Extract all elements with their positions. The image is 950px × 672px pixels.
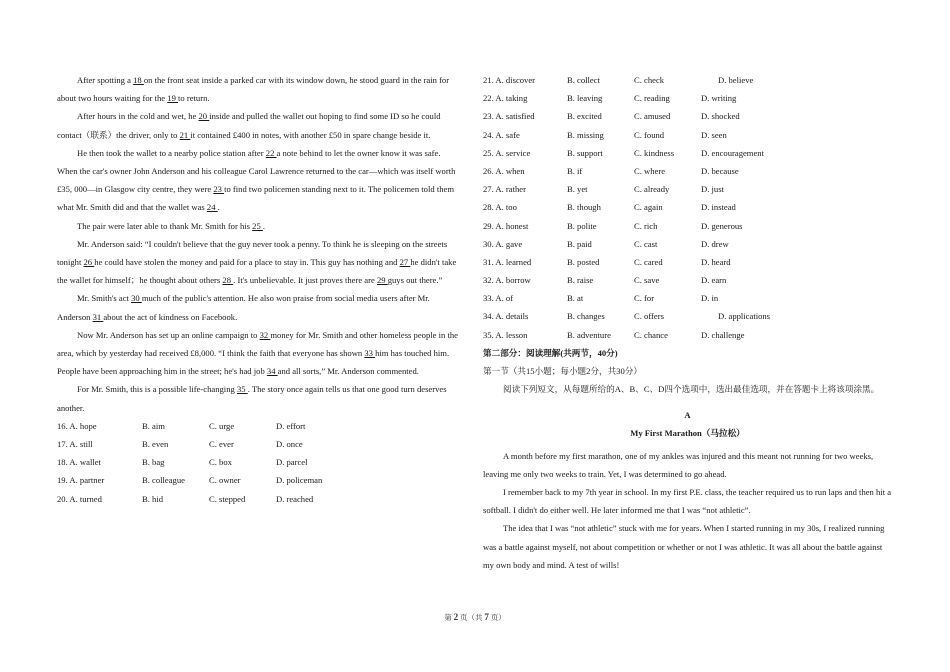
paragraph-4: The pair were later able to thank Mr. Smith for his 25 .: [77, 220, 266, 231]
blank-26: 26: [83, 257, 95, 268]
option-row-30: 30. A. gave B. paid C. cast D. drew: [483, 238, 729, 249]
right-column: [483, 71, 892, 574]
page-number: 2: [453, 612, 459, 622]
option-row-24: 24. A. safe B. missing C. found D. seen: [483, 129, 727, 140]
option-row-35: 35. A. lesson B. adventure C. chance D. challenge: [483, 329, 745, 340]
option-row-25: 25. A. service B. support C. kindness D. encouragement: [483, 147, 764, 158]
blank-31: 31: [92, 311, 104, 322]
blank-33: 33: [364, 348, 376, 359]
blank-35: 35: [236, 384, 248, 395]
option-row-19: 19. A. partner B. colleague C. owner D. policeman: [57, 475, 323, 486]
page-footer: 第 2 页（共 7 页）: [444, 612, 506, 622]
paragraph-1: After spotting a 18 on the front seat inside a parked car with its window down, he stood guard in the rain for about two hours waiting for the 19 to return.: [57, 75, 450, 104]
option-row-22: 22. A. taking B. leaving C. reading D. writing: [483, 93, 737, 104]
paragraph-3: He then took the wallet to a nearby police station after 22 a note behind to let the owner know it was safe. When the car's owner John Anderson and his colleague Carol Lawrence returned to the car—which was itself worth £35, 000—in Glasgow city centre, they were 23 to find two policemen standing next to it. The policemen told them what Mr. Smith did and that the wallet was 24 .: [57, 147, 456, 213]
left-column: [57, 71, 462, 508]
blank-34: 34: [266, 366, 278, 377]
option-row-17: 17. A. still B. even C. ever D. once: [57, 439, 303, 450]
passage-paragraph-2: I remember back to my 7th year in school. In my first P.E. class, the teacher required us to run laps and then hit a softball. I didn't do either well. He later informed me that I was “not athletic”.: [483, 487, 892, 516]
option-row-34: 34. A. details B. changes C. offers D. applications: [483, 311, 771, 322]
option-row-26: 26. A. when B. if C. where D. because: [483, 165, 739, 176]
passage-title: My First Marathon（马拉松）: [630, 428, 745, 439]
blank-23: 23: [213, 184, 225, 195]
passage-letter: A: [684, 410, 691, 421]
option-row-28: 28. A. too B. though C. again D. instead: [483, 202, 736, 213]
paragraph-6: Mr. Smith's act 30 much of the public's attention. He also won praise from social media users after Mr. Anderson 31 about the act of kindness on Facebook.: [57, 293, 430, 322]
options-21-35: [483, 71, 892, 344]
blank-20: 20: [198, 111, 210, 122]
option-row-20: 20. A. turned B. hid C. stepped D. reached: [57, 493, 314, 504]
passage-paragraph-1: A month before my first marathon, one of my ankles was injured and this meant not running for two weeks, leaving me only two weeks to train. Yet, I was determined to go ahead.: [483, 450, 874, 479]
blank-22: 22: [265, 147, 277, 158]
blank-18: 18: [133, 75, 144, 85]
option-row-29: 29. A. honest B. polite C. rich D. generous: [483, 220, 743, 231]
blank-25: 25: [252, 220, 263, 231]
blank-27: 27: [399, 257, 411, 268]
blank-24: 24: [206, 202, 218, 213]
total-pages: 7: [484, 612, 489, 622]
blank-30: 30: [131, 293, 142, 304]
option-row-21: 21. A. discover B. collect C. check D. believe: [483, 75, 754, 85]
blank-32: 32: [259, 329, 271, 340]
paragraph-8: For Mr. Smith, this is a possible life-changing 35 . The story once again tells us that one good turn deserves another.: [57, 384, 447, 413]
paragraph-7: Now Mr. Anderson has set up an online campaign to 32 money for Mr. Smith and other homeless people in the area, which by yesterday had received £8,000. “I think the faith that everyone has shown 33 him has touched him. People have been approaching him in the street; he's had job 34 and all sorts,” Mr. Anderson commented.: [57, 329, 458, 377]
blank-21: 21: [179, 129, 191, 140]
option-row-16: 16. A. hope B. aim C. urge D. effort: [57, 420, 306, 431]
part-heading: 第二部分：阅读理解(共两节，40分): [483, 347, 618, 358]
options-16-20: [57, 417, 462, 508]
blank-28: 28: [222, 275, 234, 286]
paragraph-5: Mr. Anderson said: “I couldn't believe that the guy never took a penny. To think he is sleeping on the streets tonight 26 he could have stolen the money and paid for a place to stay in. This guy has nothing and 27 he didn't take the wallet for himself；he thought about others 28 . It's unbelievable. It just proves there are 29 guys out there.”: [57, 238, 457, 286]
option-row-27: 27. A. rather B. yet C. already D. just: [483, 184, 724, 195]
option-row-18: 18. A. wallet B. bag C. box D. parcel: [57, 457, 308, 468]
instructions: 阅读下列短文，从每题所给的A、B、C、D四个选项中，选出最佳选项，并在答题卡上将该项涂黑。: [503, 384, 880, 395]
section-heading: 第一节（共15小题；每小题2分，共30分）: [483, 366, 642, 377]
blank-19: 19: [167, 93, 179, 104]
blank-29: 29: [376, 275, 388, 286]
paragraph-2: After hours in the cold and wet, he 20 inside and pulled the wallet out hoping to find some ID so he could contact（联系）the driver, only to 21 it contained £400 in notes, with another £50 in spare change beside it.: [57, 111, 441, 140]
option-row-23: 23. A. satisfied B. excited C. amused D. shocked: [483, 111, 740, 122]
option-row-32: 32. A. borrow B. raise C. save D. earn: [483, 275, 727, 286]
option-row-31: 31. A. learned B. posted C. cared D. heard: [483, 256, 731, 267]
passage-paragraph-3: The idea that I was “not athletic” stuck with me for years. When I started running in my 30s, I realized running was a battle against myself, not about competition or whether or not I was athletic. It was all about the battle against my own body and mind. A test of wills!: [483, 523, 885, 570]
option-row-33: 33. A. of B. at C. for D. in: [483, 293, 719, 304]
